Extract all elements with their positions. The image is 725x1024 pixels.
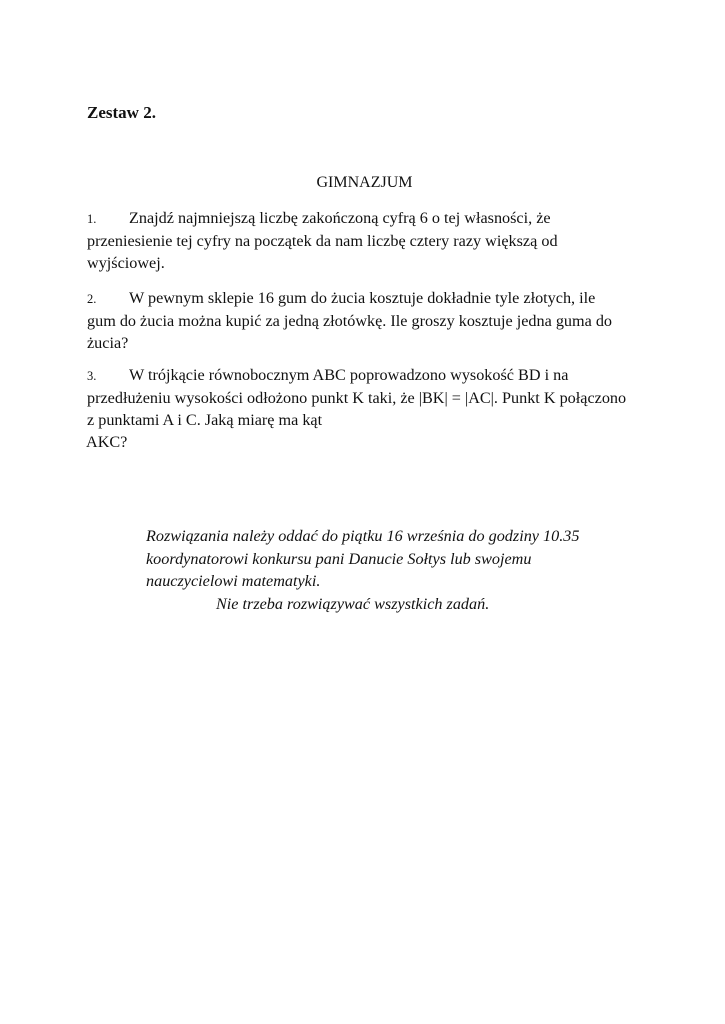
task-3-last-line: AKC? [86,433,128,451]
task-3-text: W trójkącie równobocznym ABC poprowadzono wysokość BD i na przedłużeniu wysokości odłożono punkt K taki, że |BK| = |AC|. Punkt K połączono z punktami A i C. Jaką miarę ma kąt [87,366,627,429]
task-2-number: 2. [87,292,97,306]
set-heading: Zestaw 2. [87,103,156,122]
level-subtitle [0,174,725,192]
task-1-text: Znajdź najmniejszą liczbę zakończoną cyfrą 6 o tej własności, że przeniesienie tej cyfry na początek da nam liczbę cztery razy większą od wyjściowej. [87,209,558,272]
submission-note [146,525,626,615]
note-line-1: Rozwiązania należy oddać do piątku 16 września do godziny 10.35 [146,527,580,545]
task-1-number: 1. [87,212,97,226]
task-2 [87,287,627,354]
level-subtitle-text: GIMNAZJUM [316,174,413,191]
note-line-2: koordynatorowi konkursu pani Danucie Sołtys lub swojemu [146,549,532,568]
task-2-text: W pewnym sklepie 16 gum do żucia kosztuje dokładnie tyle złotych, ile gum do żucia można kupić za jedną złotówkę. Ile groszy kosztuje jedna guma do żucia? [87,289,613,352]
task-1 [87,207,627,274]
task-3-number: 3. [87,369,97,383]
note-line-3: nauczycielowi matematyki. [146,572,321,590]
note-line-4: Nie trzeba rozwiązywać wszystkich zadań. [216,594,490,613]
task-3 [87,364,627,453]
